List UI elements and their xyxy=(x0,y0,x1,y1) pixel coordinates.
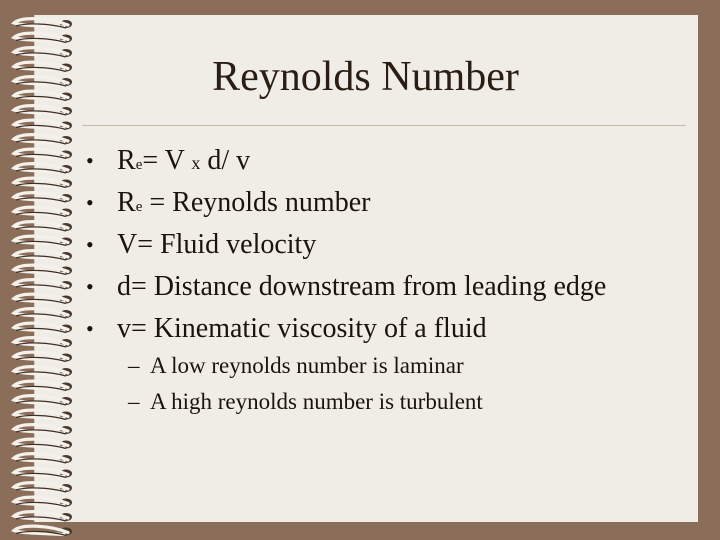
binding-ring xyxy=(14,439,68,447)
binding-ring xyxy=(14,207,68,215)
binding-ring xyxy=(14,309,68,317)
bullet-dot: • xyxy=(86,316,94,341)
bullet-dot: • xyxy=(86,148,94,173)
binding-ring xyxy=(14,483,68,491)
sub-bullet-turbulent: – A high reynolds number is turbulent xyxy=(128,384,688,420)
binding-ring xyxy=(14,425,68,433)
sub-bullet-dash: – xyxy=(128,389,140,414)
binding-ring xyxy=(14,468,68,476)
sub-bullet-laminar: – A low reynolds number is laminar xyxy=(128,348,688,384)
bullet-item-viscosity: • v= Kinematic viscosity of a fluid xyxy=(86,308,706,350)
binding-ring xyxy=(14,352,68,360)
binding-ring xyxy=(14,106,68,114)
title-divider xyxy=(82,125,686,126)
binding-ring xyxy=(14,193,68,201)
binding-ring xyxy=(14,396,68,404)
binding-ring xyxy=(14,135,68,143)
binding-ring xyxy=(14,19,68,27)
bullet-dot: • xyxy=(86,274,94,299)
bullet-dot: • xyxy=(86,190,94,215)
binding-ring xyxy=(14,120,68,128)
binding-ring xyxy=(14,33,68,41)
binding-ring xyxy=(14,251,68,259)
binding-ring xyxy=(14,236,68,244)
binding-ring xyxy=(14,164,68,172)
bullet-dot: • xyxy=(86,232,94,257)
binding-ring xyxy=(14,265,68,273)
bullet-item-formula: • Re= V x d/ v xyxy=(86,140,706,182)
binding-ring xyxy=(14,497,68,505)
binding-ring xyxy=(14,280,68,288)
slide-title: Reynolds Number xyxy=(212,54,519,100)
binding-ring xyxy=(14,222,68,230)
binding-ring xyxy=(14,149,68,157)
binding-ring xyxy=(14,381,68,389)
binding-ring xyxy=(14,512,68,520)
binding-ring xyxy=(14,454,68,462)
binding-ring xyxy=(14,367,68,375)
binding-ring xyxy=(14,410,68,418)
bullet-item-velocity: • V= Fluid velocity xyxy=(86,224,706,266)
binding-ring xyxy=(14,338,68,346)
binding-ring xyxy=(14,526,68,534)
binding-ring xyxy=(14,178,68,186)
binding-ring xyxy=(14,323,68,331)
binding-ring xyxy=(14,294,68,302)
sub-bullet-dash: – xyxy=(128,353,140,378)
bullet-list xyxy=(86,140,706,350)
bullet-item-distance: • d= Distance downstream from leading edge xyxy=(86,266,706,308)
sub-bullet-list xyxy=(128,348,688,420)
bullet-item-re-definition: • Re = Reynolds number xyxy=(86,182,706,224)
